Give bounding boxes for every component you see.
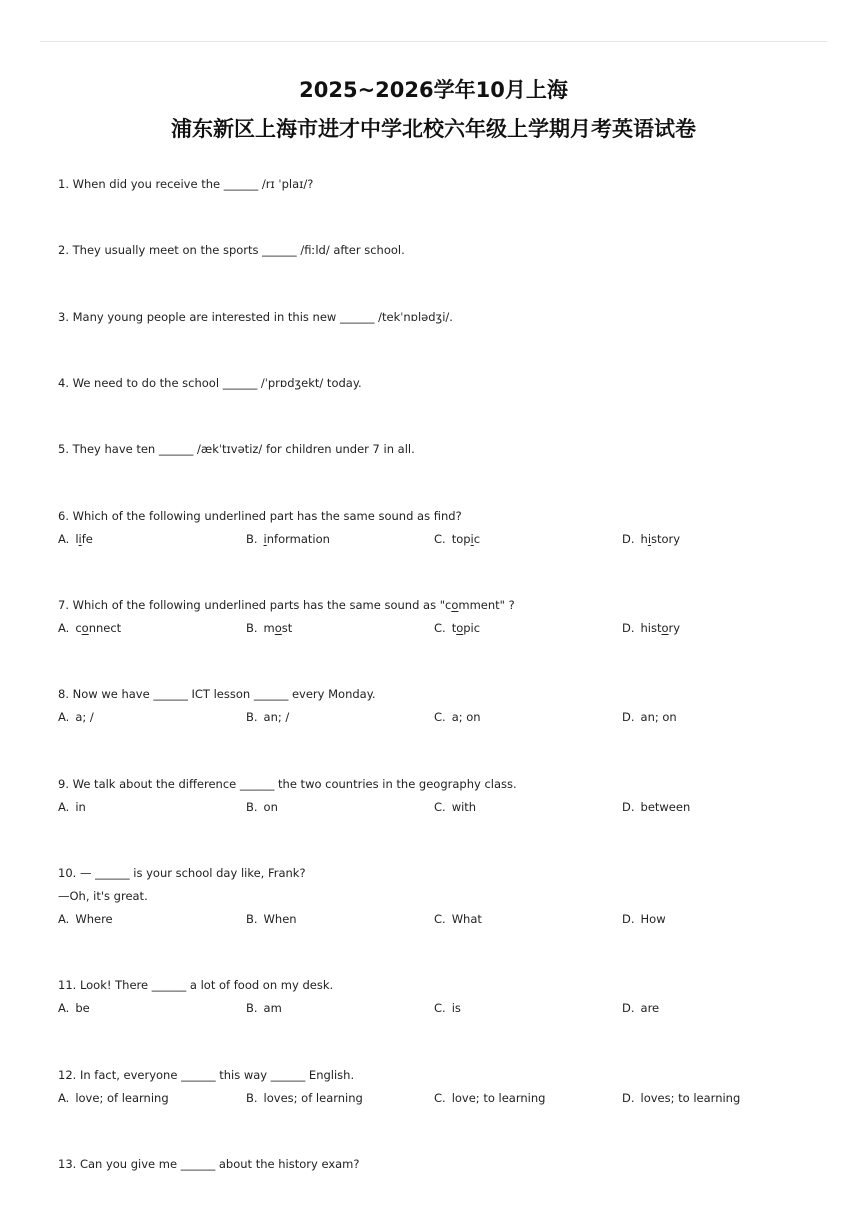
option-10a[interactable]: A. Where	[58, 912, 113, 926]
question-4: 4. We need to do the school ______ /ˈprɒdʒekt/ today.	[58, 376, 362, 390]
question-2: 2. They usually meet on the sports ______ /fiːld/ after school.	[58, 243, 405, 257]
option-8b[interactable]: B. an; /	[246, 710, 290, 724]
question-7: 7. Which of the following underlined parts has the same sound as "comment" ?	[58, 598, 515, 612]
exam-title-line1: 2025~2026学年10月上海	[299, 78, 568, 102]
option-8d[interactable]: D. an; on	[622, 710, 677, 724]
option-7d[interactable]: D. history	[622, 621, 681, 635]
option-6a[interactable]: A. life	[58, 532, 93, 546]
option-9b[interactable]: B. on	[246, 800, 278, 814]
question-3: 3. Many young people are interested in this new ______ /tekˈnɒlədʒi/.	[58, 310, 453, 324]
option-8a[interactable]: A. a; /	[58, 710, 94, 724]
option-11c[interactable]: C. is	[434, 1001, 461, 1015]
option-9a[interactable]: A. in	[58, 800, 86, 814]
option-12c[interactable]: C. love; to learning	[434, 1091, 546, 1105]
option-7b[interactable]: B. most	[246, 621, 293, 635]
question-10-reply: —Oh, it's great.	[58, 889, 148, 903]
option-10c[interactable]: C. What	[434, 912, 482, 926]
question-9: 9. We talk about the difference ______ the two countries in the geography class.	[58, 777, 517, 791]
option-7c[interactable]: C. topic	[434, 621, 481, 635]
header-divider	[40, 41, 827, 42]
question-13: 13. Can you give me ______ about the history exam?	[58, 1157, 360, 1171]
option-6c[interactable]: C. topic	[434, 532, 481, 546]
question-12: 12. In fact, everyone ______ this way ______ English.	[58, 1068, 355, 1082]
option-9c[interactable]: C. with	[434, 800, 477, 814]
question-5: 5. They have ten ______ /ækˈtɪvətiz/ for children under 7 in all.	[58, 442, 415, 456]
option-11a[interactable]: A. be	[58, 1001, 90, 1015]
option-12d[interactable]: D. loves; to learning	[622, 1091, 741, 1105]
option-12a[interactable]: A. love; of learning	[58, 1091, 169, 1105]
option-6b[interactable]: B. information	[246, 532, 330, 546]
question-1: 1. When did you receive the ______ /rɪ ˈplaɪ/?	[58, 177, 314, 191]
option-6d[interactable]: D. history	[622, 532, 681, 546]
option-12b[interactable]: B. loves; of learning	[246, 1091, 363, 1105]
option-10d[interactable]: D. How	[622, 912, 666, 926]
question-8: 8. Now we have ______ ICT lesson ______ every Monday.	[58, 687, 376, 701]
option-8c[interactable]: C. a; on	[434, 710, 481, 724]
option-11b[interactable]: B. am	[246, 1001, 282, 1015]
question-11: 11. Look! There ______ a lot of food on my desk.	[58, 978, 334, 992]
option-7a[interactable]: A. connect	[58, 621, 122, 635]
option-9d[interactable]: D. between	[622, 800, 691, 814]
exam-title-line2: 浦东新区上海市进才中学北校六年级上学期月考英语试卷	[171, 117, 696, 141]
question-10: 10. — ______ is your school day like, Frank?	[58, 866, 306, 880]
option-11d[interactable]: D. are	[622, 1001, 660, 1015]
question-6: 6. Which of the following underlined part has the same sound as fnd?	[58, 509, 462, 523]
option-10b[interactable]: B. When	[246, 912, 297, 926]
